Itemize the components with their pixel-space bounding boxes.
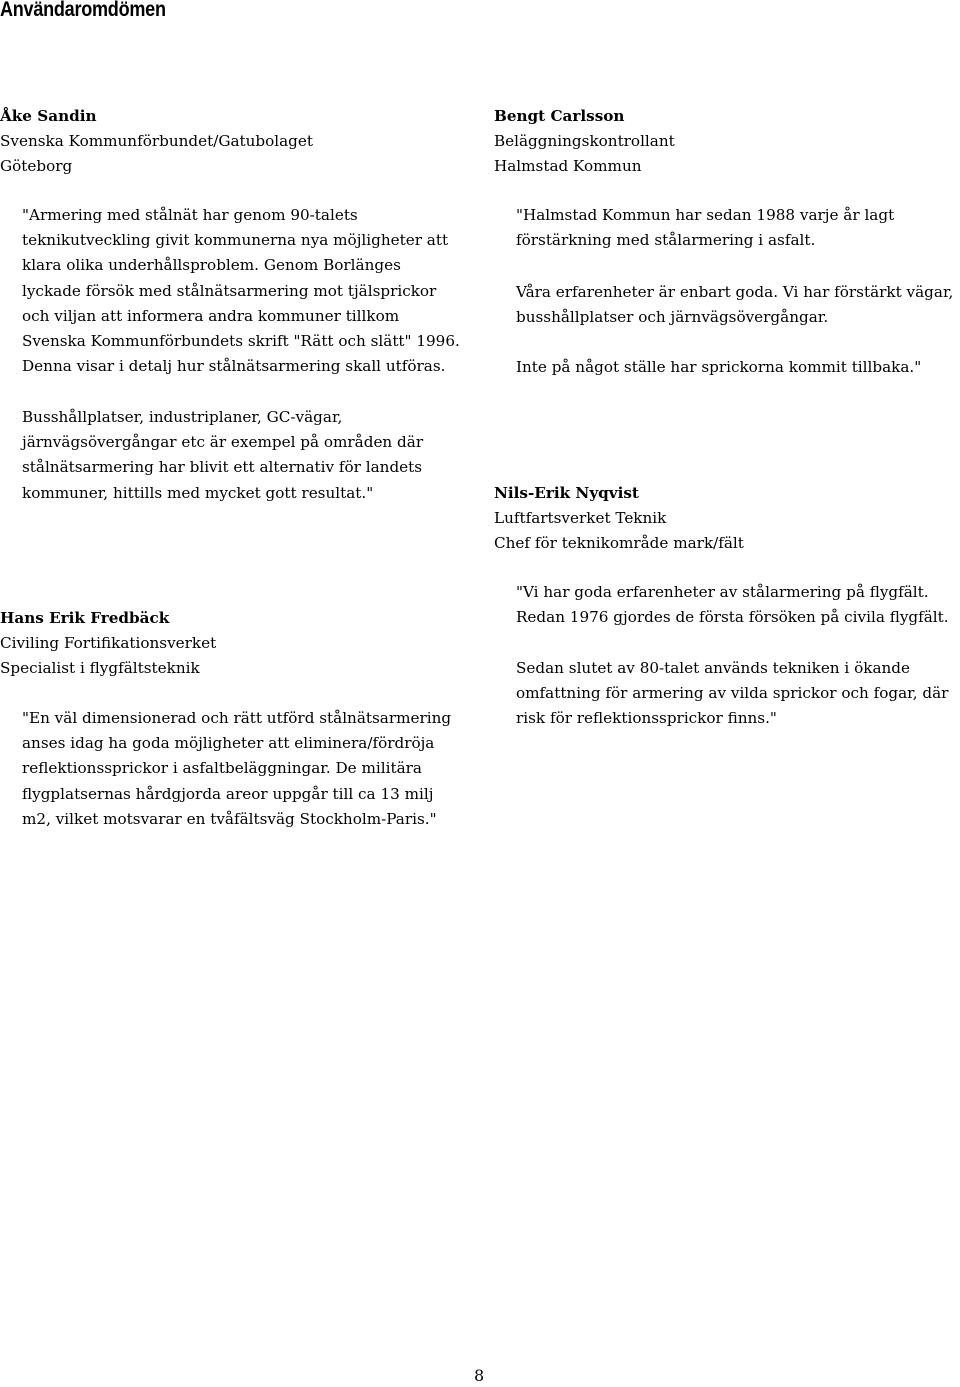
quote-line: omfattning för armering av vilda sprickor och fogar, där bbox=[516, 684, 949, 703]
testimonial-nils-header bbox=[494, 481, 744, 557]
person-organization: Halmstad Kommun bbox=[494, 157, 642, 176]
quote-line: busshållplatser och järnvägsövergångar. bbox=[516, 308, 829, 327]
person-name: Hans Erik Fredbäck bbox=[0, 609, 170, 627]
quote-line: flygplatsernas hårdgjorda areor uppgår till ca 13 milj bbox=[22, 784, 434, 803]
quote-line: Busshållplatser, industriplaner, GC-vägar, bbox=[22, 408, 343, 426]
quote-line: "Armering med stålnät har genom 90-talets bbox=[22, 206, 358, 224]
testimonial-ake-header bbox=[0, 104, 313, 180]
page-title: Användaromdömen bbox=[0, 0, 166, 21]
quote-line: förstärkning med stålarmering i asfalt. bbox=[516, 231, 816, 250]
testimonial-ake-quote-continued bbox=[22, 405, 423, 506]
quote-line: stålnätsarmering har blivit ett alternativ för landets bbox=[22, 458, 423, 477]
person-organization: Svenska Kommunförbundet/Gatubolaget bbox=[0, 132, 313, 151]
quote-line: teknikutveckling givit kommunerna nya möjligheter att bbox=[22, 231, 449, 250]
quote-line: Denna visar i detalj hur stålnätsarmering skall utföras. bbox=[22, 357, 446, 376]
person-role: Beläggningskontrollant bbox=[494, 132, 675, 151]
person-name: Nils-Erik Nyqvist bbox=[494, 484, 639, 502]
page-number: 8 bbox=[474, 1366, 485, 1385]
quote-line: anses idag ha goda möjligheter att eliminera/fördröja bbox=[22, 734, 435, 753]
quote-line: risk för reflektionssprickor finns." bbox=[516, 709, 777, 728]
quote-line: "En väl dimensionerad och rätt utförd stålnätsarmering bbox=[22, 709, 452, 727]
quote-line: klara olika underhållsproblem. Genom Borlänges bbox=[22, 256, 401, 275]
person-organization: Luftfartsverket Teknik bbox=[494, 509, 667, 528]
quote-line: Svenska Kommunförbundets skrift "Rätt och slätt" 1996. bbox=[22, 332, 460, 351]
quote-line: m2, vilket motsvarar en tvåfältsväg Stockholm-Paris." bbox=[22, 809, 437, 828]
testimonial-bengt-quote-3 bbox=[516, 355, 921, 380]
person-organization: Civiling Fortifikationsverket bbox=[0, 634, 217, 653]
quote-line: Våra erfarenheter är enbart goda. Vi har förstärkt vägar, bbox=[516, 283, 954, 301]
testimonial-bengt-header bbox=[494, 104, 675, 180]
person-name: Åke Sandin bbox=[0, 107, 97, 125]
quote-line: reflektionssprickor i asfaltbeläggningar. De militära bbox=[22, 759, 422, 778]
person-role: Chef för teknikområde mark/fält bbox=[494, 534, 744, 553]
quote-line: kommuner, hittills med mycket gott resultat." bbox=[22, 483, 374, 502]
quote-line: "Halmstad Kommun har sedan 1988 varje år lagt bbox=[516, 206, 895, 224]
testimonial-bengt-quote-2 bbox=[516, 280, 953, 330]
testimonial-hans-header bbox=[0, 606, 216, 682]
testimonial-hans-quote bbox=[22, 706, 451, 832]
quote-line: "Vi har goda erfarenheter av stålarmering på flygfält. bbox=[516, 583, 929, 601]
quote-line: Inte på något ställe har sprickorna kommit tillbaka." bbox=[516, 358, 922, 376]
quote-line: och viljan att informera andra kommuner tillkom bbox=[22, 306, 400, 325]
person-location: Göteborg bbox=[0, 157, 73, 176]
quote-line: lyckade försök med stålnätsarmering mot tjälsprickor bbox=[22, 281, 437, 300]
person-role: Specialist i flygfältsteknik bbox=[0, 659, 200, 678]
testimonial-ake-quote bbox=[22, 203, 460, 379]
quote-line: järnvägsövergångar etc är exempel på områden där bbox=[22, 433, 424, 452]
quote-line: Redan 1976 gjordes de första försöken på civila flygfält. bbox=[516, 608, 949, 627]
quote-line: Sedan slutet av 80-talet används tekniken i ökande bbox=[516, 659, 910, 677]
testimonial-nils-quote-2 bbox=[516, 656, 948, 732]
person-name: Bengt Carlsson bbox=[494, 107, 625, 125]
testimonial-nils-quote bbox=[516, 580, 949, 630]
testimonial-bengt-quote bbox=[516, 203, 894, 253]
